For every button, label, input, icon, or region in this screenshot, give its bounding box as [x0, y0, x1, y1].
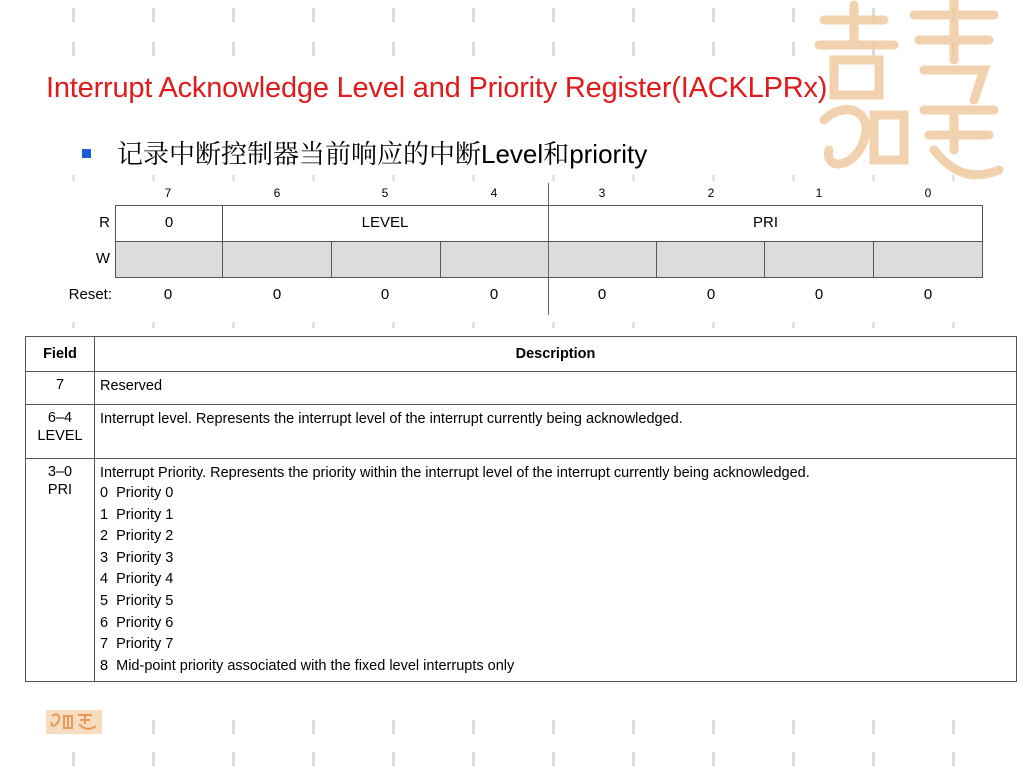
- background-dash: [552, 42, 555, 56]
- register-row-divider: [115, 241, 983, 242]
- bullet-text-and: 和: [543, 140, 570, 170]
- background-dash: [472, 8, 475, 22]
- list-item: 0 Priority 0: [100, 485, 174, 501]
- background-dash: [712, 8, 715, 22]
- reset-value: 0: [597, 286, 607, 303]
- background-dash: [232, 752, 235, 766]
- background-dash: [232, 8, 235, 22]
- bit-number: 4: [490, 186, 498, 200]
- field-level: LEVEL: [361, 214, 409, 231]
- background-dash: [712, 752, 715, 766]
- field-name: 7: [55, 377, 65, 393]
- background-dash: [72, 175, 75, 181]
- bit-divider: [440, 241, 441, 277]
- background-dash: [872, 720, 875, 734]
- field-pri: PRI: [752, 214, 778, 231]
- background-dash: [312, 752, 315, 766]
- bullet-text-priority: priority: [569, 139, 648, 169]
- list-item: 7 Priority 7: [100, 636, 174, 653]
- background-dash: [72, 752, 75, 766]
- background-dash: [152, 8, 155, 22]
- background-dash: [152, 42, 155, 56]
- background-dash: [72, 8, 75, 22]
- bit-divider: [656, 241, 657, 277]
- background-dash: [792, 175, 795, 181]
- background-dash: [232, 175, 235, 181]
- background-dash: [392, 322, 395, 328]
- bit-number: 5: [381, 186, 389, 200]
- background-dash: [472, 42, 475, 56]
- background-dash: [312, 175, 315, 181]
- footer-logo: [46, 710, 102, 734]
- bullet-text-cn: 记录中断控制器当前响应的中断: [117, 140, 482, 170]
- row-label-reset: Reset:: [68, 286, 112, 303]
- bullet-item: [82, 134, 647, 171]
- background-dash: [72, 322, 75, 328]
- background-dash: [552, 720, 555, 734]
- bit-divider: [764, 241, 765, 277]
- description-text: Interrupt Priority. Represents the priority within the interrupt level of the interrupt currently being acknowledged.: [100, 465, 810, 481]
- description-cell: Reserved: [95, 372, 1017, 405]
- background-dash: [552, 322, 555, 328]
- row-label-read: R: [99, 214, 110, 231]
- background-dash: [712, 42, 715, 56]
- field-cell: [26, 459, 95, 682]
- field-description-table: [25, 336, 1017, 682]
- background-dash: [472, 752, 475, 766]
- list-item: 2 Priority 2: [100, 528, 174, 545]
- description-cell: [95, 459, 1017, 682]
- background-dash: [552, 175, 555, 181]
- bullet-square-icon: [82, 149, 91, 158]
- bit-number: 1: [815, 186, 823, 200]
- reset-value: 0: [706, 286, 716, 303]
- field-bits: 6–4: [47, 410, 73, 426]
- bit-number: 3: [598, 186, 606, 200]
- background-dash: [712, 720, 715, 734]
- bit-divider: [331, 241, 332, 277]
- list-item: 1 Priority 1: [100, 506, 174, 523]
- reset-value: 0: [814, 286, 824, 303]
- background-dash: [152, 322, 155, 328]
- table-row: [26, 405, 1017, 459]
- background-dash: [152, 752, 155, 766]
- background-dash: [632, 8, 635, 22]
- background-dash: [792, 720, 795, 734]
- list-item: 5 Priority 5: [100, 592, 174, 609]
- header-description: Description: [95, 337, 1017, 372]
- background-dash: [472, 175, 475, 181]
- field-bits: 3–0: [47, 464, 73, 480]
- header-field: Field: [26, 337, 95, 372]
- list-item: 8 Mid-point priority associated with the fixed level interrupts only: [100, 657, 515, 674]
- background-dash: [632, 322, 635, 328]
- background-dash: [632, 42, 635, 56]
- background-dash: [392, 720, 395, 734]
- list-item: 4 Priority 4: [100, 571, 174, 588]
- background-dash: [792, 8, 795, 22]
- background-dash: [872, 752, 875, 766]
- field-bit7: 0: [164, 214, 174, 231]
- field-cell: [26, 372, 95, 405]
- list-item: 6 Priority 6: [100, 614, 174, 631]
- background-dash: [792, 752, 795, 766]
- background-dash: [152, 175, 155, 181]
- bit-divider: [873, 241, 874, 277]
- slide-title: Interrupt Acknowledge Level and Priority Register(IACKLPRx): [46, 72, 828, 104]
- field-cell: [26, 405, 95, 459]
- reset-value: 0: [489, 286, 499, 303]
- bit-number: 0: [924, 186, 932, 200]
- background-dash: [792, 322, 795, 328]
- nibble-divider: [548, 183, 549, 315]
- background-dash: [552, 8, 555, 22]
- background-dash: [232, 322, 235, 328]
- description-cell: Interrupt level. Represents the interrupt level of the interrupt currently being acknowledged.: [95, 405, 1017, 459]
- background-dash: [72, 42, 75, 56]
- background-dash: [632, 752, 635, 766]
- bit-number: 2: [707, 186, 715, 200]
- background-dash: [232, 42, 235, 56]
- background-dash: [792, 42, 795, 56]
- reset-value: 0: [163, 286, 173, 303]
- bullet-text: [117, 134, 647, 171]
- background-dash: [392, 8, 395, 22]
- background-dash: [152, 720, 155, 734]
- row-label-write: W: [95, 250, 110, 267]
- background-dash: [952, 752, 955, 766]
- table-row: [26, 372, 1017, 405]
- background-dash: [872, 322, 875, 328]
- list-item: 3 Priority 3: [100, 549, 174, 566]
- field-name: LEVEL: [37, 428, 83, 444]
- table-header-row: [26, 337, 1017, 372]
- background-dash: [632, 175, 635, 181]
- background-dash: [392, 42, 395, 56]
- field-name: PRI: [47, 482, 73, 498]
- bit-number: 6: [273, 186, 281, 200]
- reset-value: 0: [380, 286, 390, 303]
- background-dash: [712, 322, 715, 328]
- bullet-text-level: Level: [481, 139, 544, 169]
- reset-value: 0: [923, 286, 933, 303]
- background-dash: [552, 752, 555, 766]
- reset-value: 0: [272, 286, 282, 303]
- background-dash: [312, 322, 315, 328]
- table-row: [26, 459, 1017, 682]
- background-dash: [712, 175, 715, 181]
- background-dash: [312, 8, 315, 22]
- background-dash: [472, 322, 475, 328]
- background-dash: [952, 720, 955, 734]
- background-dash: [392, 752, 395, 766]
- background-dash: [312, 42, 315, 56]
- background-dash: [472, 720, 475, 734]
- watermark-logo: [804, 0, 1014, 190]
- background-dash: [632, 720, 635, 734]
- background-dash: [952, 322, 955, 328]
- background-dash: [312, 720, 315, 734]
- background-dash: [232, 720, 235, 734]
- background-dash: [392, 175, 395, 181]
- priority-list: [100, 483, 1011, 677]
- bit-number: 7: [164, 186, 172, 200]
